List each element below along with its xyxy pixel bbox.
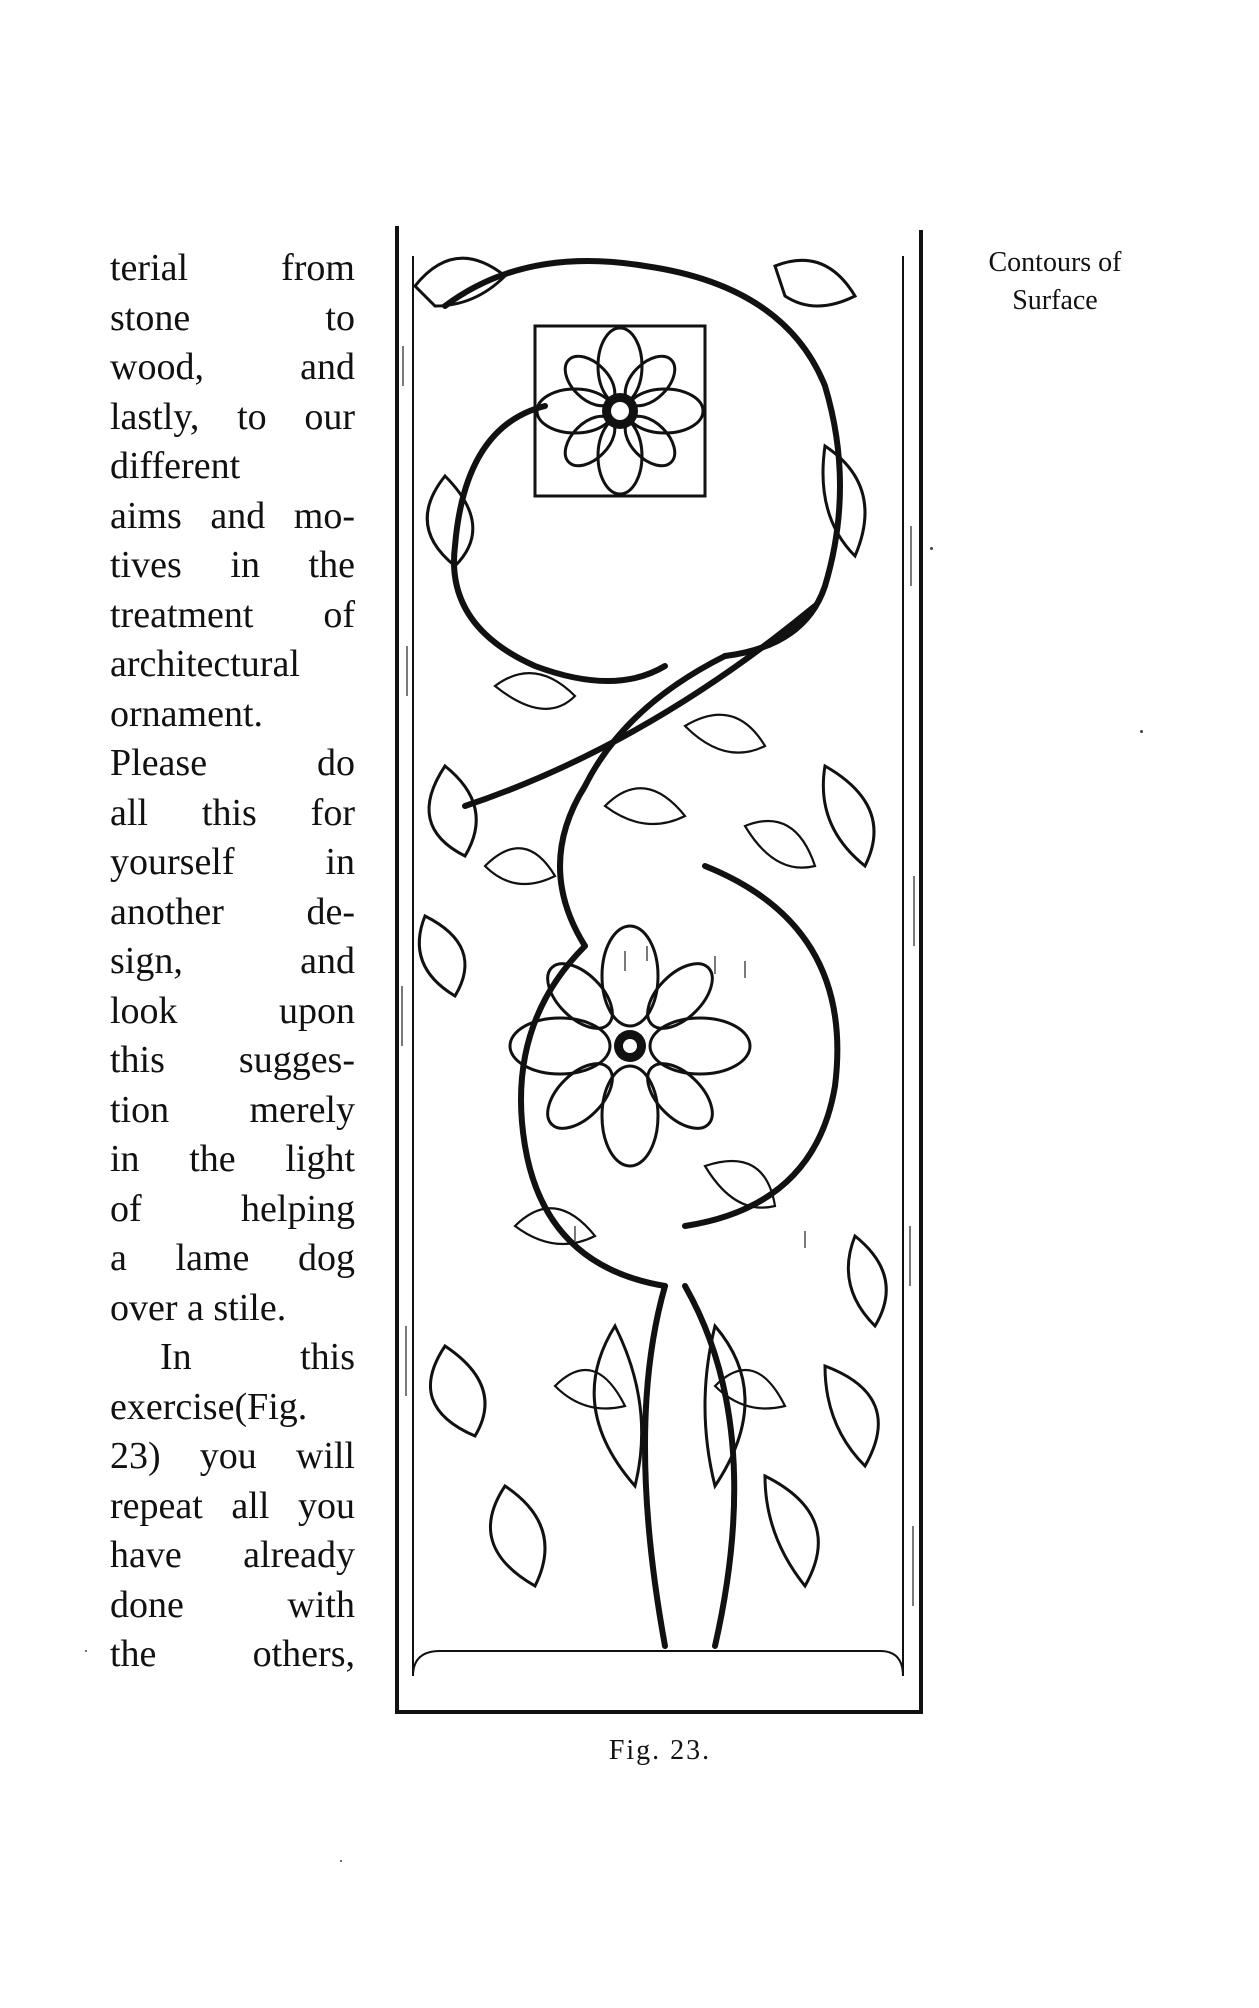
body-text-line: repeat all you <box>110 1484 355 1527</box>
body-text-line: 23) you will <box>110 1435 355 1477</box>
body-text <box>110 244 355 1680</box>
body-text-line: lastly, to our <box>110 395 355 438</box>
body-text-line: done with <box>110 1583 355 1626</box>
page-speck <box>85 1650 87 1652</box>
page-speck <box>340 1860 342 1862</box>
body-text-line: all this for <box>110 791 355 834</box>
body-text-line: of helping <box>110 1187 355 1230</box>
margin-note-line: Contours of <box>988 247 1122 278</box>
body-text-line: a lame dog <box>110 1237 355 1279</box>
body-text-line: sign, and <box>110 940 355 982</box>
body-text-line: in the light <box>110 1138 355 1180</box>
margin-note-line: Surface <box>1012 285 1098 316</box>
ornament-figure <box>385 226 930 1718</box>
body-text-line: tives in the <box>110 544 355 586</box>
body-text-line: wood, and <box>110 346 355 388</box>
body-text-line: Please do <box>110 742 355 784</box>
body-text-line: exercise(Fig. <box>110 1385 308 1428</box>
body-text-line: look upon <box>110 989 355 1032</box>
body-text-line: In this <box>160 1336 355 1378</box>
figure-caption-number: 23. <box>670 1735 712 1766</box>
figure-caption-label: Fig. <box>608 1735 662 1766</box>
body-text-line: architectural <box>110 643 300 685</box>
page-speck <box>1140 730 1143 733</box>
body-text-line: over a stile. <box>110 1286 287 1329</box>
body-text-line: terial from <box>110 247 355 289</box>
figure-caption <box>580 1735 740 1767</box>
body-text-line: treatment of <box>110 593 355 636</box>
body-text-line: have already <box>110 1534 355 1576</box>
body-text-line: yourself in <box>110 841 355 883</box>
body-text-line: this sugges- <box>110 1039 355 1081</box>
body-text-line: aims and mo- <box>110 494 355 537</box>
body-text-line: different <box>110 445 241 487</box>
body-text-line: the others, <box>110 1633 355 1675</box>
page-speck <box>930 547 933 550</box>
carved-panel-illustration <box>385 226 930 1718</box>
body-text-line: tion merely <box>110 1088 355 1131</box>
body-text-line: ornament. <box>110 692 264 735</box>
margin-note <box>955 244 1155 320</box>
body-text-line: stone to <box>110 296 355 339</box>
body-text-line: another de- <box>110 890 355 933</box>
